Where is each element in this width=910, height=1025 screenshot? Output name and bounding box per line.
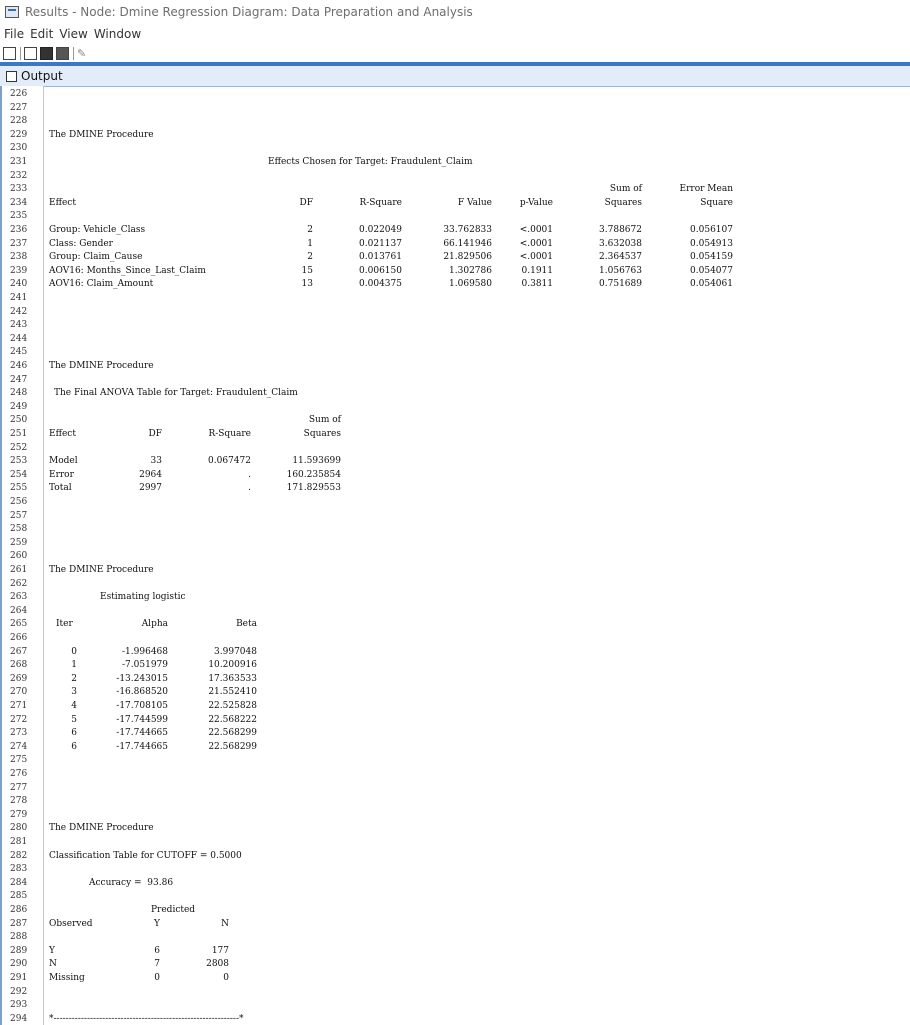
output-line [0, 103, 910, 117]
output-line [0, 633, 910, 647]
output-panel-header [0, 66, 910, 87]
output-line [0, 551, 910, 565]
logistic-cell: -13.243015 [116, 673, 168, 684]
output-line [0, 497, 910, 511]
line-number: 247 [10, 374, 28, 385]
classification-cell: 177 [211, 945, 229, 956]
output-line [0, 864, 910, 878]
line-number: 226 [10, 89, 28, 99]
output-line [0, 456, 910, 470]
line-number: 285 [10, 891, 28, 902]
line-number: 284 [10, 877, 28, 888]
menu-bar [0, 24, 910, 44]
output-line [0, 116, 910, 130]
effects-cell: Group: Vehicle_Class [49, 225, 146, 235]
logistic-cell: 4 [71, 701, 77, 711]
output-line [0, 239, 910, 253]
logistic-cell: 3.997048 [214, 646, 257, 657]
output-line [0, 715, 910, 729]
accuracy-line: Accuracy = 93.86 [89, 877, 174, 888]
logistic-cell: 6 [71, 741, 77, 752]
line-number: 265 [10, 619, 28, 630]
classification-cell: Y [49, 945, 55, 956]
effects-cell: 2 [307, 225, 313, 235]
anova-cell: . [248, 469, 251, 480]
output-line [0, 579, 910, 593]
output-text-area[interactable] [0, 86, 910, 1025]
line-number: 249 [10, 401, 28, 412]
line-number: 292 [10, 986, 28, 997]
window-title: Results - Node: Dmine Regression Diagram: Data Preparation and Analysis [25, 5, 473, 19]
output-line [0, 89, 910, 103]
line-number: 273 [10, 728, 28, 739]
line-number: 256 [10, 497, 28, 507]
output-line [0, 334, 910, 348]
logistic-cell: 5 [71, 714, 77, 725]
procedure-title: The DMINE Procedure [49, 361, 154, 371]
line-number: 254 [10, 469, 28, 480]
line-number: 242 [10, 306, 28, 317]
title-bar [0, 0, 910, 24]
line-number: 229 [10, 129, 28, 140]
anova-cell: 0.067472 [208, 456, 251, 467]
line-number: 267 [10, 646, 28, 657]
line-number: 233 [10, 184, 28, 195]
effects-cell: 1.056763 [599, 265, 642, 276]
logistic-cell: 6 [71, 728, 77, 739]
line-number: 239 [10, 265, 28, 276]
line-number: 232 [10, 170, 28, 181]
toolbar [0, 44, 910, 63]
logistic-cell: 0 [71, 646, 77, 657]
output-line [0, 932, 910, 946]
line-number: 274 [10, 741, 28, 752]
line-number: 260 [10, 551, 28, 562]
procedure-title: The DMINE Procedure [49, 823, 154, 834]
anova-cell: 160.235854 [286, 469, 341, 480]
effects-header: Effect [49, 197, 76, 208]
output-line [0, 279, 910, 293]
output-line [0, 483, 910, 497]
output-line [0, 198, 910, 212]
output-line [0, 211, 910, 225]
classification-cell: 2808 [206, 959, 229, 970]
line-number: 253 [10, 456, 28, 467]
output-line [0, 157, 910, 171]
line-number: 289 [10, 945, 28, 956]
output-line [0, 375, 910, 389]
anova-header: R-Square [208, 429, 251, 439]
effects-cell: 0.013761 [359, 252, 402, 263]
anova-cell: Total [49, 483, 72, 494]
line-number: 237 [10, 238, 28, 249]
line-number: 255 [10, 483, 28, 494]
effects-cell: 2 [307, 252, 313, 263]
effects-cell: 0.004375 [359, 279, 402, 290]
logistic-cell: 2 [71, 673, 77, 684]
output-line [0, 796, 910, 810]
effects-cell: 15 [301, 265, 313, 276]
toolbar-separator [20, 47, 21, 60]
effects-cell: 0.006150 [359, 265, 402, 276]
output-line [0, 443, 910, 457]
anova-cell: Error [49, 469, 74, 480]
output-line [0, 837, 910, 851]
anova-cell: Model [49, 456, 78, 467]
line-number: 259 [10, 537, 28, 548]
effects-cell: 0.1911 [521, 265, 553, 276]
line-number: 234 [10, 197, 28, 208]
anova-header: Squares [303, 429, 341, 439]
line-number: 248 [10, 388, 28, 399]
output-icon [6, 71, 17, 82]
line-number: 290 [10, 959, 28, 970]
line-number: 246 [10, 361, 28, 371]
output-line [0, 266, 910, 280]
output-line [0, 919, 910, 933]
line-number: 236 [10, 225, 28, 235]
logistic-cell: -17.708105 [116, 701, 168, 711]
classification-header: Y [154, 918, 160, 929]
line-number: 277 [10, 782, 28, 793]
line-number: 228 [10, 116, 28, 127]
effects-header: F Value [457, 197, 492, 208]
line-number: 243 [10, 320, 28, 331]
output-line [0, 1000, 910, 1014]
menu-window[interactable]: Window [93, 27, 142, 41]
effects-cell: 66.141946 [443, 238, 492, 249]
effects-title: Effects Chosen for Target: Fraudulent_Claim [268, 157, 473, 167]
line-number: 276 [10, 769, 28, 779]
effects-cell: AOV16: Months_Since_Last_Claim [49, 265, 206, 276]
logistic-header: Alpha [141, 619, 168, 630]
line-number: 235 [10, 211, 28, 222]
effects-header: Square [700, 197, 733, 208]
effects-cell: Group: Claim_Cause [49, 252, 143, 263]
logistic-header: Iter [56, 619, 73, 630]
line-number: 240 [10, 279, 28, 290]
effects-cell: <.0001 [519, 225, 553, 235]
effects-header: Squares [604, 197, 642, 208]
effects-cell: 0.751689 [599, 279, 642, 290]
output-line [0, 320, 910, 334]
procedure-title: The DMINE Procedure [49, 565, 154, 575]
output-line [0, 143, 910, 157]
effects-cell: 21.829506 [443, 252, 492, 263]
line-number: 251 [10, 429, 28, 439]
effects-cell: 0.022049 [359, 225, 402, 235]
line-number: 269 [10, 673, 28, 684]
logistic-cell: -17.744599 [116, 714, 168, 725]
line-number: 244 [10, 333, 28, 344]
effects-cell: 0.056107 [690, 225, 733, 235]
logistic-title: Estimating logistic [100, 592, 186, 603]
output-line [0, 769, 910, 783]
output-line [0, 823, 910, 837]
new-icon[interactable] [3, 47, 16, 60]
logistic-cell: 22.568299 [208, 741, 257, 752]
output-line [0, 252, 910, 266]
line-number: 227 [10, 102, 28, 113]
output-line [0, 184, 910, 198]
output-line [0, 347, 910, 361]
output-line [0, 307, 910, 321]
output-line [0, 524, 910, 538]
line-number: 241 [10, 293, 28, 303]
output-line [0, 987, 910, 1001]
logistic-cell: 22.568222 [208, 714, 257, 725]
effects-cell: 3.632038 [599, 238, 642, 249]
logistic-cell: -1.996468 [122, 646, 168, 657]
line-number: 278 [10, 796, 28, 807]
output-line [0, 1014, 910, 1025]
line-number: 258 [10, 524, 28, 535]
effects-cell: AOV16: Claim_Amount [49, 279, 154, 290]
output-line [0, 755, 910, 769]
print-icon[interactable] [40, 47, 53, 60]
effects-cell: 0.054061 [690, 279, 733, 290]
output-line [0, 619, 910, 633]
logistic-cell: 17.363533 [208, 673, 257, 684]
output-line [0, 687, 910, 701]
effects-cell: 3.788672 [599, 225, 642, 235]
save-icon[interactable] [24, 47, 37, 60]
line-number: 263 [10, 592, 28, 603]
output-line [0, 606, 910, 620]
menu-edit[interactable]: Edit [30, 27, 54, 41]
line-number: 271 [10, 701, 28, 711]
effects-cell: <.0001 [519, 252, 553, 263]
classification-cell: Missing [49, 973, 85, 983]
output-line [0, 810, 910, 824]
effects-header: DF [299, 197, 313, 208]
output-line [0, 470, 910, 484]
anova-header: Effect [49, 429, 76, 439]
logistic-cell: 22.525828 [208, 701, 257, 711]
predicted-label: Predicted [151, 905, 196, 915]
anova-header: DF [148, 429, 162, 439]
line-number: 282 [10, 850, 28, 861]
effects-cell: <.0001 [519, 238, 553, 249]
effects-header: R-Square [359, 197, 402, 208]
anova-header: Sum of [308, 415, 341, 426]
anova-cell: 11.593699 [292, 456, 341, 467]
line-number: 264 [10, 605, 28, 616]
output-line [0, 946, 910, 960]
output-panel-title: Output [21, 69, 63, 83]
output-line [0, 674, 910, 688]
classification-cell: N [49, 959, 57, 970]
logistic-cell: -7.051979 [122, 660, 168, 671]
logistic-cell: 21.552410 [208, 687, 257, 698]
line-number: 230 [10, 143, 28, 154]
output-line [0, 878, 910, 892]
line-number: 252 [10, 442, 28, 453]
classification-cell: 0 [154, 973, 160, 983]
effects-cell: 13 [301, 279, 313, 290]
anova-cell: 171.829553 [286, 483, 341, 494]
effects-cell: 33.762833 [443, 225, 492, 235]
logistic-cell: -16.868520 [116, 687, 168, 698]
anova-cell: . [248, 483, 251, 494]
output-line [0, 973, 910, 987]
classification-cell: 0 [223, 973, 229, 983]
anova-cell: 2964 [139, 469, 162, 480]
logistic-cell: 3 [71, 687, 77, 698]
line-number: 231 [10, 157, 28, 167]
effects-header: Error Mean [679, 184, 733, 195]
line-number: 250 [10, 415, 28, 426]
menu-file[interactable]: File [4, 27, 25, 41]
anova-cell: 2997 [139, 483, 162, 494]
output-line [0, 783, 910, 797]
output-line [0, 429, 910, 443]
output-line [0, 511, 910, 525]
line-number: 262 [10, 578, 28, 589]
line-number: 288 [10, 932, 28, 943]
effects-header: Sum of [609, 184, 642, 195]
line-number: 279 [10, 809, 28, 820]
help-icon[interactable]: ✎ [77, 46, 87, 60]
output-line [0, 402, 910, 416]
output-line [0, 660, 910, 674]
effects-cell: 0.054159 [690, 252, 733, 263]
line-number: 291 [10, 973, 28, 983]
effects-cell: 0.3811 [521, 279, 553, 290]
classification-title: Classification Table for CUTOFF = 0.5000 [49, 850, 242, 861]
menu-view[interactable]: View [59, 27, 88, 41]
anova-cell: 33 [150, 456, 162, 467]
effects-cell: 1.302786 [449, 265, 492, 276]
effects-cell: 0.021137 [359, 238, 402, 249]
output-line [0, 851, 910, 865]
logistic-cell: 22.568299 [208, 728, 257, 739]
output-line [0, 388, 910, 402]
stop-icon[interactable] [56, 47, 69, 60]
logistic-cell: -17.744665 [116, 741, 168, 752]
effects-cell: 1.069580 [449, 279, 492, 290]
line-number: 286 [10, 905, 28, 915]
line-number: 245 [10, 347, 28, 358]
effects-cell: 0.054913 [690, 238, 733, 249]
effects-cell: Class: Gender [49, 238, 113, 249]
output-line [0, 891, 910, 905]
classification-header: Observed [49, 918, 93, 929]
line-number: 257 [10, 510, 28, 521]
toolbar-separator [73, 47, 74, 60]
line-number: 293 [10, 1000, 28, 1011]
output-line [0, 361, 910, 375]
line-number: 270 [10, 687, 28, 698]
logistic-cell: -17.744665 [116, 728, 168, 739]
divider-line: *-------------------------------------------------------------* [49, 1013, 244, 1024]
output-line [0, 905, 910, 919]
output-line [0, 959, 910, 973]
sas-app-icon [5, 6, 19, 18]
output-line [0, 565, 910, 579]
line-number: 268 [10, 660, 28, 671]
output-line [0, 701, 910, 715]
output-line [0, 293, 910, 307]
line-number: 280 [10, 823, 28, 834]
line-number: 287 [10, 918, 28, 929]
procedure-title: The DMINE Procedure [49, 129, 154, 140]
anova-title: The Final ANOVA Table for Target: Fraudulent_Claim [54, 388, 298, 399]
effects-header: p-Value [519, 197, 553, 208]
output-line [0, 647, 910, 661]
output-line [0, 728, 910, 742]
logistic-header: Beta [236, 619, 257, 630]
effects-cell: 0.054077 [690, 265, 733, 276]
line-number: 275 [10, 755, 28, 766]
classification-header: N [221, 918, 229, 929]
line-number: 294 [10, 1013, 28, 1024]
effects-cell: 1 [307, 238, 313, 249]
classification-cell: 7 [154, 959, 160, 970]
logistic-cell: 10.200916 [208, 660, 257, 671]
line-number: 281 [10, 837, 28, 847]
line-number: 238 [10, 252, 28, 263]
logistic-cell: 1 [71, 660, 77, 671]
output-line [0, 171, 910, 185]
output-line [0, 742, 910, 756]
output-line [0, 225, 910, 239]
effects-cell: 2.364537 [599, 252, 642, 263]
output-line [0, 592, 910, 606]
line-number: 272 [10, 714, 28, 725]
output-line [0, 130, 910, 144]
line-number: 283 [10, 864, 28, 875]
classification-cell: 6 [154, 945, 160, 956]
output-line [0, 538, 910, 552]
line-number: 266 [10, 633, 28, 643]
output-line [0, 415, 910, 429]
line-number: 261 [10, 565, 28, 575]
